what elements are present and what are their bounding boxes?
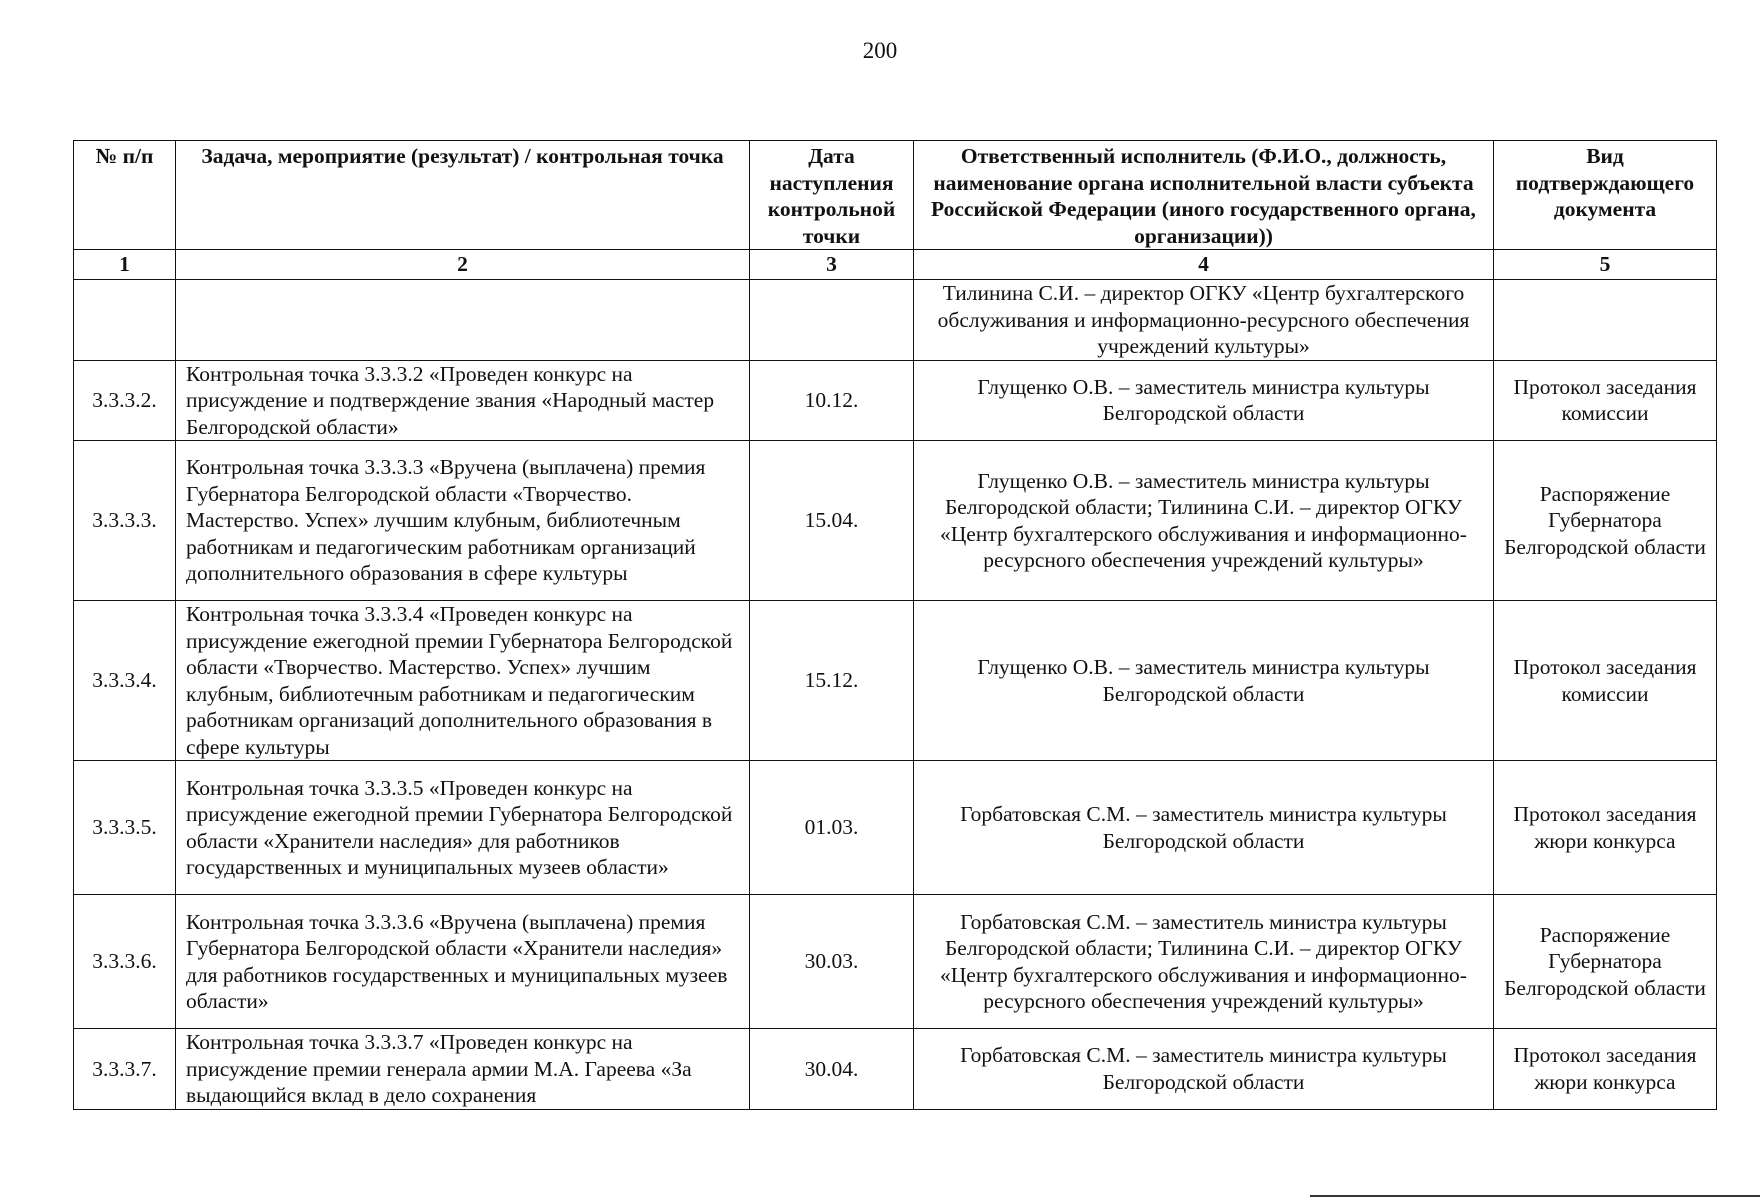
row-document: Распоряжение Губернатора Белгородской области bbox=[1494, 895, 1717, 1029]
row-number: 3.3.3.6. bbox=[74, 895, 176, 1029]
scan-edge-line bbox=[1310, 1195, 1760, 1197]
column-number: 5 bbox=[1494, 250, 1717, 280]
row-document: Протокол заседания жюри конкурса bbox=[1494, 761, 1717, 895]
column-number: 2 bbox=[176, 250, 750, 280]
column-number: 1 bbox=[74, 250, 176, 280]
row-number: 3.3.3.2. bbox=[74, 360, 176, 441]
row-date: 15.04. bbox=[750, 441, 914, 601]
header-document: Вид подтверждающего документа bbox=[1494, 141, 1717, 250]
column-number-row bbox=[74, 250, 1717, 280]
row-document bbox=[1494, 280, 1717, 361]
table-row bbox=[74, 280, 1717, 361]
row-responsible: Горбатовская С.М. – заместитель министра культуры Белгородской области bbox=[914, 1029, 1494, 1110]
row-document: Протокол заседания комиссии bbox=[1494, 601, 1717, 761]
row-document: Распоряжение Губернатора Белгородской области bbox=[1494, 441, 1717, 601]
row-task: Контрольная точка 3.3.3.3 «Вручена (выплачена) премия Губернатора Белгородской области «Творчество. Мастерство. Успех» лучшим клубным, библиотечным работникам и педагогическим работникам организаций дополнительного образования в сфере культуры bbox=[176, 441, 750, 601]
row-responsible: Глущенко О.В. – заместитель министра культуры Белгородской области; Тилинина С.И. – директор ОГКУ «Центр бухгалтерского обслуживания и информационно-ресурсного обеспечения учреждений культуры» bbox=[914, 441, 1494, 601]
row-responsible: Горбатовская С.М. – заместитель министра культуры Белгородской области; Тилинина С.И. – директор ОГКУ «Центр бухгалтерского обслуживания и информационно-ресурсного обеспечения учреждений культуры» bbox=[914, 895, 1494, 1029]
row-date: 30.03. bbox=[750, 895, 914, 1029]
row-date: 30.04. bbox=[750, 1029, 914, 1110]
column-number: 3 bbox=[750, 250, 914, 280]
row-document: Протокол заседания комиссии bbox=[1494, 360, 1717, 441]
row-number: 3.3.3.4. bbox=[74, 601, 176, 761]
header-task: Задача, мероприятие (результат) / контрольная точка bbox=[176, 141, 750, 250]
row-task: Контрольная точка 3.3.3.5 «Проведен конкурс на присуждение ежегодной премии Губернатора Белгородской области «Хранители наследия» для работников государственных и муниципальных музеев области» bbox=[176, 761, 750, 895]
row-responsible: Горбатовская С.М. – заместитель министра культуры Белгородской области bbox=[914, 761, 1494, 895]
row-date: 15.12. bbox=[750, 601, 914, 761]
header-responsible: Ответственный исполнитель (Ф.И.О., должность, наименование органа исполнительной власти субъекта Российской Федерации (иного государственного органа, организации)) bbox=[914, 141, 1494, 250]
row-task: Контрольная точка 3.3.3.7 «Проведен конкурс на присуждение премии генерала армии М.А. Гареева «За выдающийся вклад в дело сохранения bbox=[176, 1029, 750, 1110]
table-row bbox=[74, 1029, 1717, 1110]
table-header-row bbox=[74, 141, 1717, 250]
header-date: Дата наступления контрольной точки bbox=[750, 141, 914, 250]
row-task: Контрольная точка 3.3.3.4 «Проведен конкурс на присуждение ежегодной премии Губернатора Белгородской области «Творчество. Мастерство. Успех» лучшим клубным, библиотечным работникам и педагогическим работникам организаций дополнительного образования в сфере культуры bbox=[176, 601, 750, 761]
table-row bbox=[74, 895, 1717, 1029]
row-responsible: Глущенко О.В. – заместитель министра культуры Белгородской области bbox=[914, 360, 1494, 441]
table-row bbox=[74, 441, 1717, 601]
row-task bbox=[176, 280, 750, 361]
row-task: Контрольная точка 3.3.3.2 «Проведен конкурс на присуждение и подтверждение звания «Народный мастер Белгородской области» bbox=[176, 360, 750, 441]
row-number bbox=[74, 280, 176, 361]
table-row bbox=[74, 360, 1717, 441]
table-row bbox=[74, 601, 1717, 761]
table-row bbox=[74, 761, 1717, 895]
row-number: 3.3.3.3. bbox=[74, 441, 176, 601]
control-points-table bbox=[73, 140, 1717, 1110]
row-task: Контрольная точка 3.3.3.6 «Вручена (выплачена) премия Губернатора Белгородской области «Хранители наследия» для работников государственных и муниципальных музеев области» bbox=[176, 895, 750, 1029]
row-date: 10.12. bbox=[750, 360, 914, 441]
row-date: 01.03. bbox=[750, 761, 914, 895]
row-number: 3.3.3.5. bbox=[74, 761, 176, 895]
page-number: 200 bbox=[862, 38, 898, 63]
header-number: № п/п bbox=[74, 141, 176, 250]
row-number: 3.3.3.7. bbox=[74, 1029, 176, 1110]
column-number: 4 bbox=[914, 250, 1494, 280]
row-responsible: Глущенко О.В. – заместитель министра культуры Белгородской области bbox=[914, 601, 1494, 761]
row-responsible: Тилинина С.И. – директор ОГКУ «Центр бухгалтерского обслуживания и информационно-ресурсного обеспечения учреждений культуры» bbox=[914, 280, 1494, 361]
row-document: Протокол заседания жюри конкурса bbox=[1494, 1029, 1717, 1110]
row-date bbox=[750, 280, 914, 361]
